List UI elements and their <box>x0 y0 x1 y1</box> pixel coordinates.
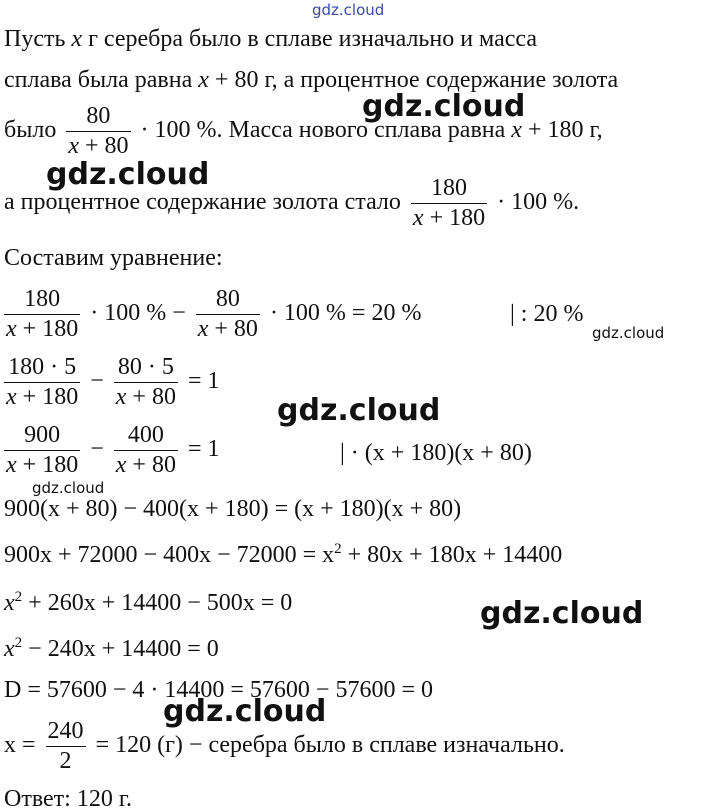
watermark: gdz.cloud <box>592 324 665 342</box>
text-line-5: Составим уравнение: <box>4 245 223 271</box>
equation-1 <box>4 287 421 342</box>
fraction <box>114 423 178 478</box>
text-line-1 <box>4 27 537 51</box>
variable-x: x <box>6 384 17 411</box>
numerator: 900 <box>4 423 80 451</box>
numerator: 180 · 5 <box>4 355 80 383</box>
numerator: 400 <box>114 423 178 451</box>
equation-2 <box>4 355 220 410</box>
watermark: gdz.cloud <box>163 694 327 729</box>
variable-x: x <box>115 384 127 411</box>
denominator <box>4 451 80 478</box>
denominator <box>114 451 178 478</box>
denominator <box>4 315 80 342</box>
denominator-rest: + 80 <box>126 384 176 411</box>
variable-x: x <box>6 316 17 343</box>
fraction <box>114 355 178 410</box>
text-segment: + 180 г, <box>521 117 603 144</box>
exponent: 2 <box>334 541 342 557</box>
text-line-2 <box>4 68 618 92</box>
variable-x: x <box>412 205 424 232</box>
equation-5 <box>4 542 562 567</box>
text-segment: − <box>84 368 110 395</box>
fraction <box>196 287 260 342</box>
denominator-rest: + 180 <box>423 205 486 232</box>
equation-4: 900(x + 80) − 400(x + 180) = (x + 180)(x + 80) <box>4 496 462 522</box>
equation-7 <box>4 636 219 661</box>
text-segment: x = <box>4 732 42 759</box>
denominator-rest: + 80 <box>126 452 176 479</box>
variable-x: x <box>4 636 15 662</box>
text-segment: + 80x + 180x + 14400 <box>341 542 563 568</box>
variable-x: x <box>68 133 79 160</box>
text-segment: 900x + 72000 − 400x − 72000 = x <box>4 542 335 568</box>
equation-1-operation: | : 20 % <box>510 301 584 327</box>
text-segment: сплава была равна <box>4 67 199 93</box>
text-segment: + 80 г, а процентное содержание золота <box>208 67 619 93</box>
text-segment: = 1 <box>181 368 220 395</box>
variable-x: x <box>6 452 17 479</box>
text-segment: · 100 %. <box>491 189 580 216</box>
numerator: 80 · 5 <box>114 355 178 383</box>
text-segment: · 100 % = 20 % <box>263 300 422 327</box>
denominator <box>4 383 80 410</box>
denominator <box>411 204 487 231</box>
numerator: 80 <box>66 104 130 132</box>
fraction <box>4 355 80 410</box>
variable-x: x <box>115 452 127 479</box>
denominator-rest: + 180 <box>16 316 79 343</box>
fraction <box>46 719 86 774</box>
variable-x: x <box>197 316 209 343</box>
watermark: gdz.cloud <box>32 479 105 497</box>
numerator: 240 <box>46 719 86 747</box>
watermark: gdz.cloud <box>277 393 441 428</box>
denominator-rest: + 80 <box>208 316 258 343</box>
denominator: 2 <box>59 748 72 775</box>
variable-x: x <box>511 117 522 144</box>
watermark: gdz.cloud <box>362 89 526 124</box>
denominator <box>66 132 130 159</box>
text-segment: = 1 <box>181 436 220 463</box>
variable-x: x <box>198 67 209 93</box>
equation-6 <box>4 590 292 615</box>
text-segment: · 100 % − <box>84 300 192 327</box>
text-segment: г серебра было в сплаве изначально и масса <box>82 26 537 52</box>
answer: Ответ: 120 г. <box>4 786 132 812</box>
denominator-rest: + 180 <box>16 384 79 411</box>
fraction <box>411 176 487 231</box>
denominator <box>114 383 178 410</box>
numerator: 180 <box>4 287 80 315</box>
equation-8-discriminant: D = 57600 − 4 · 14400 = 57600 − 57600 = 0 <box>4 677 433 703</box>
numerator: 180 <box>411 176 487 204</box>
fraction <box>66 104 130 159</box>
denominator-rest: + 180 <box>16 452 79 479</box>
equation-3 <box>4 423 220 478</box>
equation-3-operation: | · (x + 180)(x + 80) <box>340 440 532 466</box>
fraction <box>4 423 80 478</box>
text-line-3 <box>4 104 603 159</box>
denominator-rest: + 80 <box>78 133 129 160</box>
watermark-top: gdz.cloud <box>312 1 385 19</box>
text-line-4 <box>4 176 579 231</box>
numerator: 80 <box>196 287 260 315</box>
variable-x: x <box>71 26 83 52</box>
denominator <box>196 315 260 342</box>
exponent: 2 <box>14 589 23 605</box>
text-segment: было <box>4 117 63 144</box>
variable-x: x <box>4 590 15 616</box>
text-segment: − <box>84 436 110 463</box>
equation-9-root <box>4 719 565 774</box>
text-segment: + 260x + 14400 − 500x = 0 <box>22 590 293 616</box>
watermark: gdz.cloud <box>480 596 644 631</box>
exponent: 2 <box>14 635 23 651</box>
text-segment: а процентное содержание золота стало <box>4 189 407 216</box>
text-segment: = 120 (г) − серебра было в сплаве изначально. <box>89 732 565 759</box>
watermark: gdz.cloud <box>46 157 210 192</box>
text-segment: − 240x + 14400 = 0 <box>22 636 219 662</box>
fraction <box>4 287 80 342</box>
text-segment: Пусть <box>4 26 72 52</box>
text-segment: · 100 %. Масса нового сплава равна <box>134 117 512 144</box>
